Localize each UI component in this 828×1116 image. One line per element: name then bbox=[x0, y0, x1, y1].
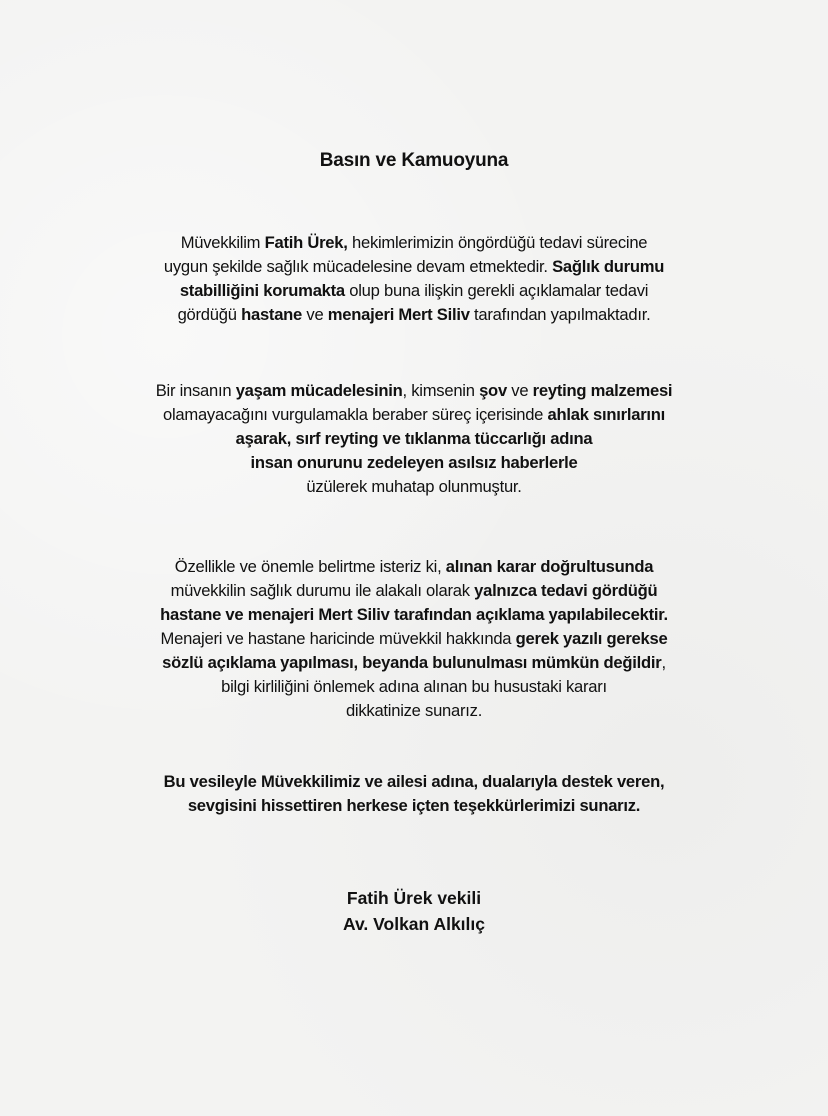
text-line bbox=[0, 555, 828, 579]
document-title: Basın ve Kamuoyuna bbox=[319, 150, 509, 171]
text-line bbox=[0, 627, 828, 651]
text-line bbox=[0, 603, 828, 627]
text: , kimsenin bbox=[402, 381, 480, 400]
bold-text: alınan karar doğrultusunda bbox=[445, 557, 654, 576]
bold-text: hastane bbox=[241, 305, 303, 324]
text-line bbox=[0, 651, 828, 675]
text-line bbox=[0, 699, 828, 723]
signature-line-client: Fatih Ürek vekili bbox=[346, 888, 482, 908]
bold-text: ahlak sınırlarını bbox=[547, 405, 666, 424]
bold-text: yalnızca tedavi gördüğü bbox=[474, 581, 658, 600]
paragraph-health-status bbox=[0, 231, 828, 327]
paragraph-media-criticism bbox=[0, 379, 828, 499]
text: dikkatinize sunarız. bbox=[345, 701, 483, 720]
bold-text: hastane ve menajeri Mert Siliv tarafından açıklama yapılabilecektir. bbox=[160, 605, 668, 624]
text-line bbox=[0, 579, 828, 603]
text: tarafından yapılmaktadır. bbox=[469, 305, 651, 324]
bold-text: sözlü açıklama yapılması, beyanda bulunulması mümkün değildir bbox=[162, 653, 662, 672]
text-line bbox=[0, 770, 828, 794]
text-line bbox=[0, 279, 828, 303]
bold-text: sevgisini hissettiren herkese içten teşekkürlerimizi sunarız. bbox=[187, 796, 641, 815]
text-line bbox=[0, 379, 828, 403]
text: gördüğü bbox=[177, 305, 242, 324]
bold-text: insan onurunu zedeleyen asılsız haberlerle bbox=[250, 453, 578, 472]
paragraph-thanks bbox=[0, 770, 828, 818]
signature-line-lawyer: Av. Volkan Alkılıç bbox=[343, 914, 485, 934]
text-line bbox=[0, 303, 828, 327]
bold-text: aşarak, sırf reyting ve tıklanma tüccarlığı adına bbox=[235, 429, 593, 448]
paragraph-official-statements bbox=[0, 555, 828, 723]
text: olamayacağını vurgulamakla beraber süreç içerisinde bbox=[162, 405, 548, 424]
text-line bbox=[0, 427, 828, 451]
text: hekimlerimizin öngördüğü tedavi sürecine bbox=[347, 233, 648, 252]
bold-text: stabilliğini korumakta bbox=[179, 281, 345, 300]
bold-text: menajeri Mert Siliv bbox=[327, 305, 470, 324]
signature-block bbox=[0, 885, 828, 937]
text: bilgi kirliliğini önlemek adına alınan bu husustaki kararı bbox=[221, 677, 607, 696]
text: müvekkilin sağlık durumu ile alakalı olarak bbox=[170, 581, 475, 600]
text: Bir insanın bbox=[155, 381, 236, 400]
bold-text: Bu vesileyle Müvekkilimiz ve ailesi adına, dualarıyla destek veren, bbox=[163, 772, 665, 791]
bold-text: şov bbox=[479, 381, 507, 400]
text: Müvekkilim bbox=[180, 233, 265, 252]
text: ve bbox=[302, 305, 328, 324]
text-line bbox=[0, 231, 828, 255]
bold-text: reyting malzemesi bbox=[532, 381, 673, 400]
text-line bbox=[0, 794, 828, 818]
bold-text: Fatih Ürek, bbox=[264, 233, 348, 252]
text: Özellikle ve önemle belirtme isteriz ki, bbox=[174, 557, 446, 576]
text: , bbox=[661, 653, 666, 672]
text: olup buna ilişkin gerekli açıklamalar tedavi bbox=[344, 281, 649, 300]
text: Menajeri ve hastane haricinde müvekkil hakkında bbox=[160, 629, 516, 648]
text-line bbox=[0, 451, 828, 475]
bold-text: yaşam mücadelesinin bbox=[235, 381, 403, 400]
bold-text: Sağlık durumu bbox=[552, 257, 665, 276]
text-line bbox=[0, 475, 828, 499]
text-line bbox=[0, 255, 828, 279]
text-line bbox=[0, 675, 828, 699]
text: üzülerek muhatap olunmuştur. bbox=[306, 477, 522, 496]
text-line bbox=[0, 403, 828, 427]
text: ve bbox=[506, 381, 533, 400]
bold-text: gerek yazılı gerekse bbox=[515, 629, 668, 648]
text: uygun şekilde sağlık mücadelesine devam etmektedir. bbox=[163, 257, 553, 276]
